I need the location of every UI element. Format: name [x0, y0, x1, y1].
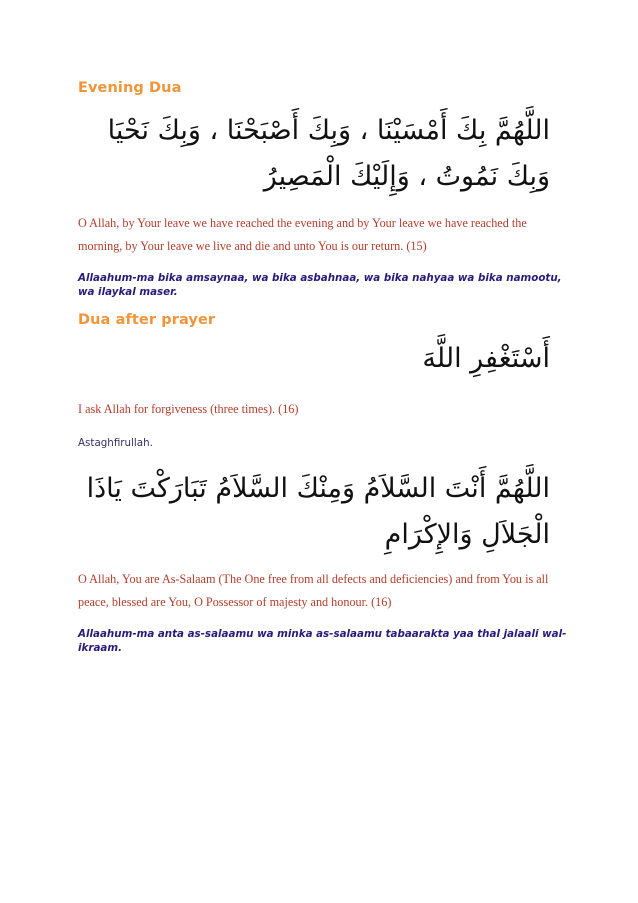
- istighfar-translation: I ask Allah for forgiveness (three times). (16): [78, 402, 299, 416]
- dua-after-prayer-heading: Dua after prayer: [78, 312, 216, 328]
- istighfar-transliteration: Astaghfirullah.: [78, 437, 153, 449]
- evening-dua-heading: Evening Dua: [78, 80, 182, 96]
- salaam-dua-translation: O Allah, You are As-Salaam (The One free from all defects and deficiencies) and from You is all peace, blessed are You, O Possessor of majesty and honour. (16): [78, 572, 549, 609]
- evening-dua-transliteration: Allaahum-ma bika amsaynaa, wa bika asbahnaa, wa bika nahyaa wa bika namootu, wa ilaykal maser.: [78, 272, 562, 298]
- salaam-dua-transliteration: Allaahum-ma anta as-salaamu wa minka as-salaamu tabaarakta yaa thal jalaali wal-ikraam.: [78, 628, 567, 654]
- evening-dua-arabic: اللَّهُمَّ بِكَ أَمْسَيْنَا ، وَبِكَ أَصْبَحْنَا ، وَبِكَ نَحْيَا وَبِكَ نَمُوتُ ، وَإِلَيْكَ الْمَصِيرُ: [107, 115, 550, 192]
- istighfar-arabic: أَسْتَغْفِرِ اللَّهَ: [422, 343, 550, 374]
- salaam-dua-arabic: اللَّهُمَّ أَنْتَ السَّلاَمُ وَمِنْكَ السَّلاَمُ تَبَارَكْتَ يَاذَا الْجَلاَلِ وَالإِكْرَامِ: [86, 473, 550, 550]
- evening-dua-translation: O Allah, by Your leave we have reached the evening and by Your leave we have reached the morning, by Your leave we live and die and unto You is our return. (15): [78, 216, 527, 253]
